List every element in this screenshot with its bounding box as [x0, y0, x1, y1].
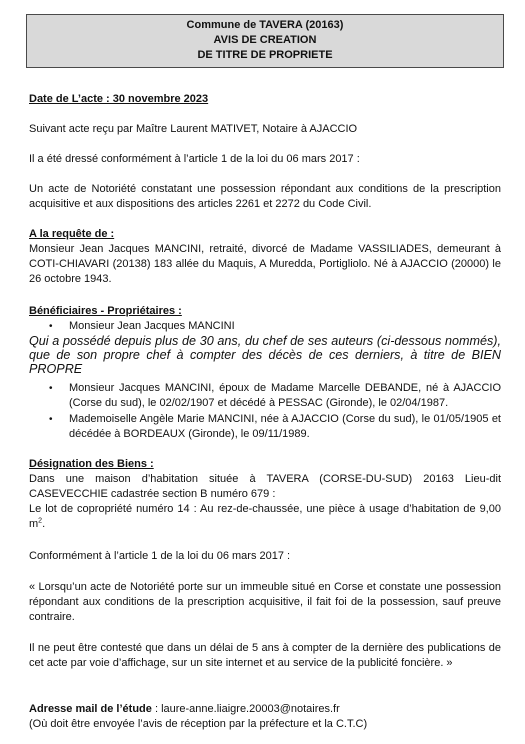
- quote1-section: [29, 580, 501, 625]
- bullet-icon: •: [49, 414, 53, 425]
- bullet-icon: •: [49, 383, 53, 394]
- designation-heading: Désignation des Biens :: [29, 458, 154, 470]
- para-dresse: Il a été dressé conformément à l’article 1 de la loi du 06 mars 2017 :: [29, 153, 360, 165]
- requete-section: [29, 227, 501, 287]
- date-acte: Date de L’acte : 30 novembre 2023: [29, 93, 209, 105]
- auteur-item: [29, 381, 501, 411]
- conforme-section: [29, 549, 501, 564]
- adresse-line: [29, 702, 501, 717]
- adresse-label: Adresse mail de l’étude: [29, 703, 152, 715]
- auteur-text: Mademoiselle Angèle Marie MANCINI, née à AJACCIO (Corse du sud), le 01/05/1905 et décédée à BORDEAUX (Gironde), le 09/11/1989.: [69, 413, 501, 440]
- notoriete-section: [29, 182, 501, 212]
- lot-end: .: [42, 518, 46, 530]
- suivant-section: [29, 122, 501, 137]
- quote-contestation: Il ne peut être contesté que dans un délai de 5 ans à compter de la dernière des publications de cet acte par voie d’affichage, sur un site internet et au service de la publicité foncière. »: [29, 642, 501, 669]
- beneficiaires-heading: Bénéficiaires - Propriétaires :: [29, 305, 182, 317]
- para-notoriete: Un acte de Notoriété constatant une possession répondant aux conditions de la prescription acquisitive et aux dispositions des articles 2261 et 2272 du Code Civil.: [29, 183, 501, 210]
- adresse-sep: :: [151, 703, 162, 715]
- designation-text: Dans une maison d’habitation située à TAVERA (CORSE-DU-SUD) 20163 Lieu-dit CASEVECCHIE cadastrée section B numéro 679 :: [29, 473, 501, 500]
- adresse-note: (Où doit être envoyée l’avis de réception par la préfecture et la C.T.C): [29, 718, 368, 730]
- beneficiaire-main: [29, 319, 501, 334]
- designation-section: [29, 457, 501, 532]
- para-conforme: Conformément à l’article 1 de la loi du 06 mars 2017 :: [29, 550, 291, 562]
- header-title: AVIS DE CREATION: [213, 34, 317, 46]
- notice-page: [29, 14, 501, 730]
- adresse-section: [29, 702, 501, 732]
- date-acte-section: [29, 92, 501, 107]
- bullet-icon: •: [49, 321, 53, 332]
- auteur-text: Monsieur Jacques MANCINI, époux de Madame Marcelle DEBANDE, né à AJACCIO (Corse du sud), le 02/02/1907 et décédé à PESSAC (Gironde), le 02/04/1987.: [69, 382, 501, 409]
- notice-header: [26, 14, 504, 68]
- dresse-section: [29, 152, 501, 167]
- email-link[interactable]: laure-anne.liaigre.20003@notaires.fr: [161, 703, 340, 715]
- lot-text: Le lot de copropriété numéro 14 : Au rez-de-chaussée, une pièce à usage d’habitation de 9,00 m: [29, 503, 501, 530]
- requete-text: Monsieur Jean Jacques MANCINI, retraité, divorcé de Madame VASSILIADES, demeurant à COTI-CHIAVARI (20138) 183 allée du Maquis, A Muredda, Portigliolo. Né à AJACCIO (20000) le 26 octobre 1943.: [29, 243, 501, 285]
- lot-superscript: 2: [38, 517, 43, 525]
- requete-heading: A la requête de :: [29, 228, 115, 240]
- quote2-section: [29, 641, 501, 671]
- beneficiaire-name: Monsieur Jean Jacques MANCINI: [69, 320, 235, 332]
- designation-lot: [29, 502, 501, 532]
- header-subtitle: DE TITRE DE PROPRIETE: [197, 49, 333, 61]
- beneficiaires-section: [29, 304, 501, 442]
- auteur-item: [29, 412, 501, 442]
- quote-notoriete: « Lorsqu’un acte de Notoriété porte sur un immeuble situé en Corse et constate une possession répondant aux conditions de la prescription acquisitive, il fait foi de la possession, sauf preuve contraire.: [29, 581, 501, 623]
- possession-statement: Qui a possédé depuis plus de 30 ans, du chef de ses auteurs (ci-dessous nommés), que de son propre chef à compter des décès de ces derniers, à titre de BIEN PROPRE: [29, 334, 501, 376]
- header-commune: Commune de TAVERA (20163): [186, 19, 344, 31]
- para-suivant: Suivant acte reçu par Maître Laurent MATIVET, Notaire à AJACCIO: [29, 123, 358, 135]
